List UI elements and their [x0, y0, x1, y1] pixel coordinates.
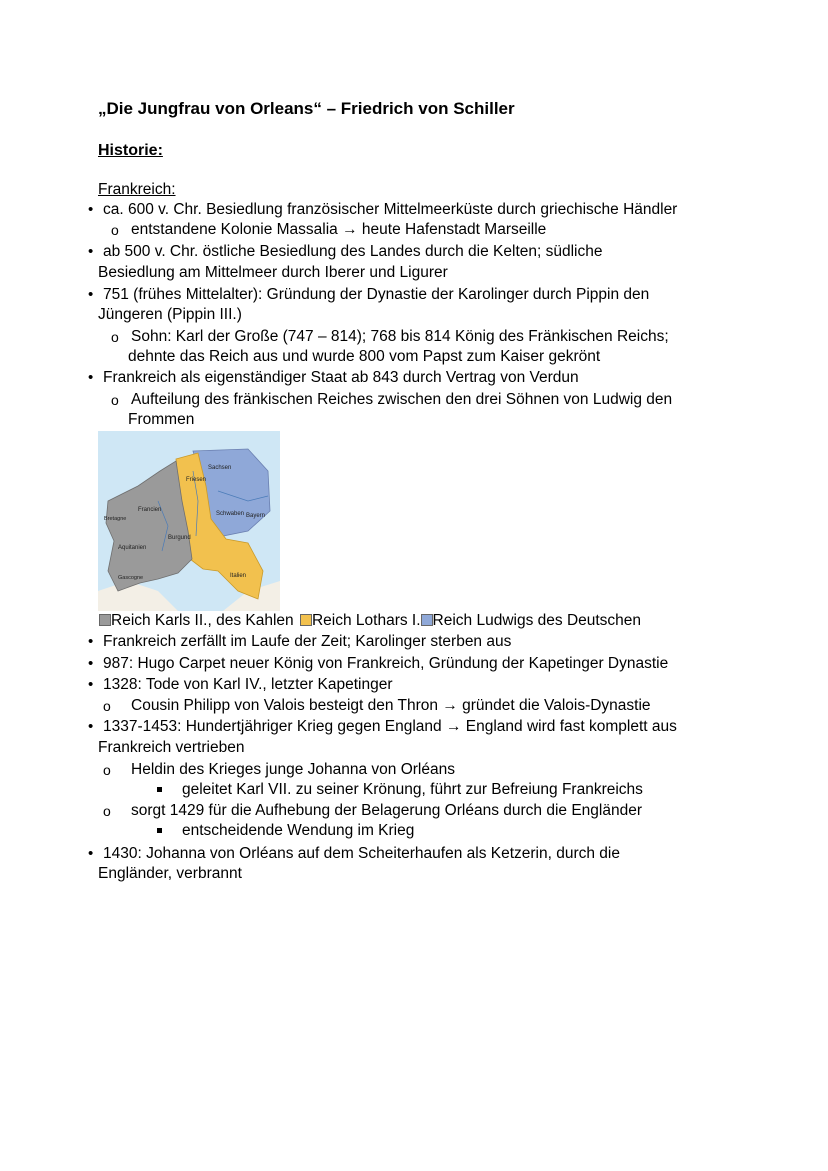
sub-bullet-marker: o	[103, 803, 111, 819]
bullet-marker: •	[88, 243, 94, 260]
legend-label-karl: Reich Karls II., des Kahlen	[111, 612, 294, 629]
sub-bullet-marker: o	[111, 392, 119, 408]
sub-bullet-marker: o	[103, 762, 111, 778]
list-item: geleitet Karl VII. zu seiner Krönung, führt zur Befreiung Frankreichs	[182, 781, 643, 798]
legend-label-lothar: Reich Lothars I.	[311, 612, 421, 629]
map-label: Aquitanien	[118, 545, 147, 551]
list-item-continuation: Besiedlung am Mittelmeer durch Iberer und Ligurer	[98, 264, 448, 281]
list-item: Cousin Philipp von Valois besteigt den Thron → gründet die Valois-Dynastie	[131, 697, 651, 714]
map-label: Italien	[230, 573, 247, 579]
list-item: entscheidende Wendung im Krieg	[182, 822, 415, 839]
legend-swatch-ludwig	[421, 614, 433, 626]
list-item: entstandene Kolonie Massalia → heute Hafenstadt Marseille	[131, 221, 547, 238]
bullet-marker: •	[88, 633, 94, 650]
bullet-marker: •	[88, 655, 94, 672]
sub-bullet-marker: o	[111, 222, 119, 238]
map-legend	[99, 611, 641, 631]
map-label: Schwaben	[216, 511, 245, 517]
list-item: ca. 600 v. Chr. Besiedlung französischer Mittelmeerküste durch griechische Händler	[103, 201, 678, 218]
map-label: Bayern	[246, 513, 266, 519]
legend-swatch-lothar	[300, 614, 312, 626]
map-label: Friesen	[186, 477, 207, 483]
bullet-marker: •	[88, 369, 94, 386]
list-item: 751 (frühes Mittelalter): Gründung der Dynastie der Karolinger durch Pippin den	[103, 286, 650, 303]
list-item: Frankreich zerfällt im Laufe der Zeit; Karolinger sterben aus	[103, 633, 512, 650]
list-item: 1430: Johanna von Orléans auf dem Scheiterhaufen als Ketzerin, durch die	[103, 845, 620, 862]
bullet-marker: •	[88, 201, 94, 218]
legend-label-ludwig: Reich Ludwigs des Deutschen	[432, 612, 642, 629]
list-item-continuation: Jüngeren (Pippin III.)	[98, 306, 242, 323]
list-item: Frankreich als eigenständiger Staat ab 843 durch Vertrag von Verdun	[103, 369, 579, 386]
list-item: 987: Hugo Carpet neuer König von Frankreich, Gründung der Kapetinger Dynastie	[103, 655, 669, 672]
subsection-heading: Frankreich:	[98, 181, 176, 198]
document-title: „Die Jungfrau von Orleans“ – Friedrich von Schiller	[98, 99, 515, 118]
bullet-marker: •	[88, 286, 94, 303]
legend-swatch-karl	[99, 614, 111, 626]
list-item: ab 500 v. Chr. östliche Besiedlung des Landes durch die Kelten; südliche	[103, 243, 603, 260]
map-label: Burgund	[168, 535, 191, 541]
bullet-marker: •	[88, 676, 94, 693]
map-label: Francien	[138, 507, 162, 513]
bullet-marker: •	[88, 718, 94, 735]
list-item-continuation: Frankreich vertrieben	[98, 739, 245, 756]
bullet-marker: •	[88, 845, 94, 862]
list-item: sorgt 1429 für die Aufhebung der Belagerung Orléans durch die Engländer	[131, 802, 642, 819]
map-label: Bretagne	[104, 516, 127, 522]
frankish-empire-map	[98, 431, 280, 611]
sub-sub-bullet-marker	[157, 828, 162, 833]
list-item: Heldin des Krieges junge Johanna von Orléans	[131, 761, 455, 778]
list-item: Sohn: Karl der Große (747 – 814); 768 bis 814 König des Fränkischen Reichs;	[131, 328, 669, 345]
sub-sub-bullet-marker	[157, 787, 162, 792]
list-item: 1337-1453: Hundertjähriger Krieg gegen England → England wird fast komplett aus	[103, 718, 677, 735]
map-label: Gascogne	[118, 575, 144, 581]
sub-bullet-marker: o	[111, 329, 119, 345]
list-item: 1328: Tode von Karl IV., letzter Kapetinger	[103, 676, 393, 693]
sub-bullet-marker: o	[103, 698, 111, 714]
list-item-continuation: Frommen	[128, 411, 195, 428]
list-item: Aufteilung des fränkischen Reiches zwischen den drei Söhnen von Ludwig den	[131, 391, 673, 408]
list-item-continuation: dehnte das Reich aus und wurde 800 vom Papst zum Kaiser gekrönt	[128, 348, 601, 365]
list-item-continuation: Engländer, verbrannt	[98, 865, 242, 882]
map-label: Sachsen	[208, 465, 232, 471]
section-heading: Historie:	[98, 142, 163, 159]
